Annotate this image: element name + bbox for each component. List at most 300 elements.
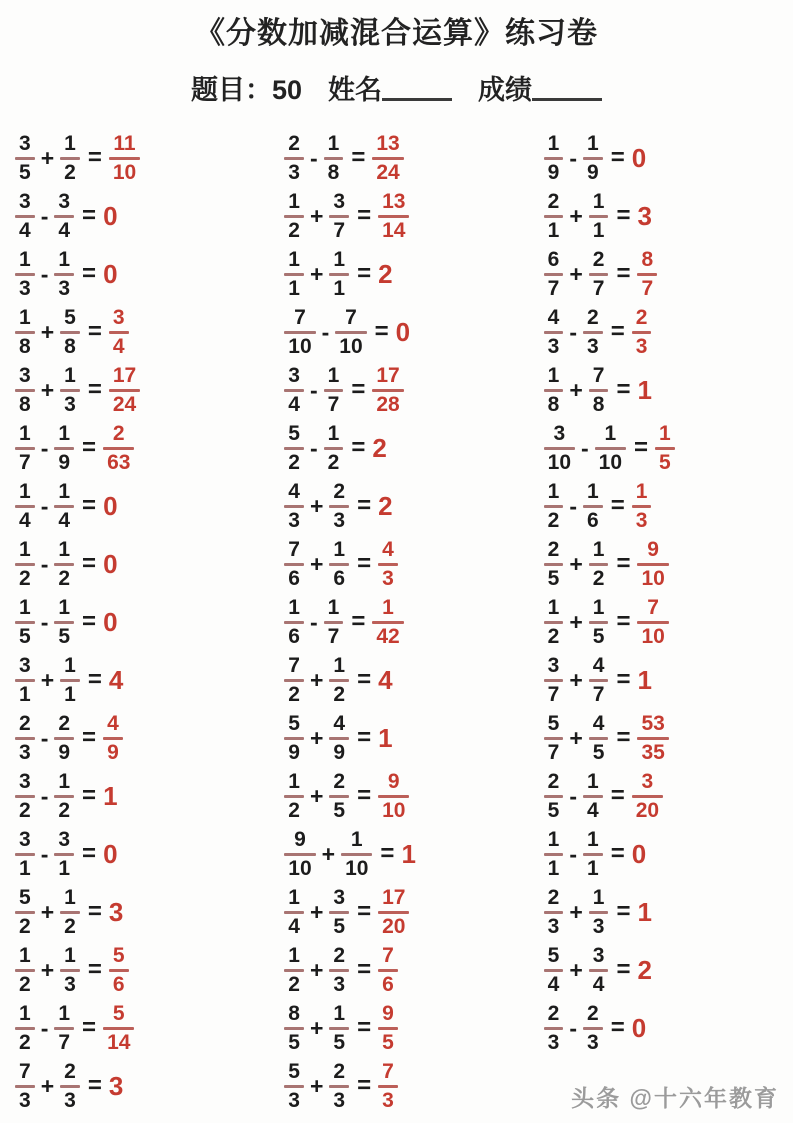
operand-fraction (54, 1001, 74, 1056)
numerator: 1 (58, 769, 71, 793)
numerator: 5 (112, 1001, 125, 1025)
problem-row (15, 883, 274, 941)
operand-fraction (284, 1001, 304, 1056)
operand-fraction (544, 363, 564, 418)
operand-fraction (60, 305, 80, 360)
equals-sign: = (610, 840, 625, 867)
denominator: 2 (547, 508, 560, 532)
operand-fraction (329, 711, 349, 766)
plus-operator: + (309, 782, 324, 809)
problem-row (544, 593, 793, 651)
equals-sign: = (87, 318, 102, 345)
denominator: 6 (288, 624, 300, 648)
denominator: 3 (288, 160, 300, 184)
denominator: 9 (58, 450, 71, 474)
denominator: 35 (641, 740, 665, 764)
minus-operator: - (581, 434, 589, 461)
operand-fraction (284, 827, 315, 882)
problem-row (544, 361, 793, 419)
denominator: 4 (19, 218, 31, 242)
answer-number: 0 (395, 317, 411, 347)
operand-fraction (583, 827, 603, 882)
denominator: 1 (288, 276, 300, 300)
operand-fraction (54, 537, 74, 592)
problem-row (284, 767, 533, 825)
denominator: 3 (288, 508, 300, 532)
denominator: 5 (58, 624, 71, 648)
operand-fraction (15, 1001, 35, 1056)
numerator: 7 (592, 363, 605, 387)
numerator: 2 (112, 421, 125, 445)
problem-row (15, 825, 274, 883)
numerator: 1 (592, 189, 605, 213)
numerator: 2 (333, 479, 346, 503)
denominator: 10 (641, 624, 665, 648)
numerator: 1 (333, 653, 346, 677)
operand-fraction (54, 189, 74, 244)
plus-operator: + (309, 260, 324, 287)
operand-fraction (544, 421, 575, 476)
denominator: 8 (592, 392, 605, 416)
numerator: 1 (547, 363, 560, 387)
numerator: 1 (19, 537, 31, 561)
equals-sign: = (357, 666, 372, 693)
answer-fraction (637, 247, 657, 302)
plus-operator: + (40, 376, 55, 403)
numerator: 2 (19, 711, 31, 735)
numerator: 13 (376, 131, 400, 155)
numerator: 17 (382, 885, 406, 909)
equals-sign: = (82, 840, 97, 867)
answer-number: 2 (372, 433, 387, 463)
denominator: 7 (327, 624, 340, 648)
numerator: 8 (288, 1001, 300, 1025)
denominator: 1 (592, 218, 605, 242)
plus-operator: + (309, 1072, 324, 1099)
question-count-label: 题目： (190, 75, 272, 105)
denominator: 4 (19, 508, 31, 532)
operand-fraction (284, 653, 304, 708)
equals-sign: = (82, 608, 97, 635)
numerator: 2 (635, 305, 648, 329)
operand-fraction (589, 247, 609, 302)
problem-row (284, 477, 533, 535)
denominator: 3 (19, 740, 31, 764)
operand-fraction (284, 885, 304, 940)
denominator: 1 (547, 218, 560, 242)
equals-sign: = (616, 260, 631, 287)
operand-fraction (329, 1001, 349, 1056)
denominator: 2 (547, 624, 560, 648)
denominator: 2 (333, 682, 346, 706)
numerator: 1 (19, 479, 31, 503)
equals-sign: = (87, 898, 102, 925)
problem-row (544, 651, 793, 709)
equals-sign: = (82, 782, 97, 809)
answer-fraction (103, 1001, 134, 1056)
answer-number: 0 (631, 1013, 647, 1043)
plus-operator: + (309, 956, 324, 983)
problem-row (15, 651, 274, 709)
denominator: 4 (112, 334, 125, 358)
problem-row (544, 767, 793, 825)
denominator: 3 (288, 1088, 300, 1112)
answer-number: 1 (103, 781, 118, 811)
minus-operator: - (40, 1014, 49, 1041)
denominator: 6 (288, 566, 300, 590)
numerator: 1 (382, 595, 394, 619)
equals-sign: = (357, 956, 372, 983)
numerator: 9 (294, 827, 306, 851)
denominator: 14 (107, 1030, 131, 1054)
operand-fraction (544, 247, 564, 302)
equals-sign: = (351, 608, 366, 635)
operand-fraction (54, 769, 74, 824)
problem-row (284, 361, 533, 419)
numerator: 1 (19, 305, 31, 329)
denominator: 3 (635, 334, 648, 358)
equals-sign: = (82, 724, 97, 751)
operand-fraction (583, 1001, 603, 1056)
equals-sign: = (82, 260, 97, 287)
problem-row (15, 303, 274, 361)
problem-row (544, 187, 793, 245)
plus-operator: + (569, 956, 583, 983)
operand-fraction (60, 131, 80, 186)
answer-fraction (103, 711, 123, 766)
minus-operator: - (569, 318, 577, 345)
denominator: 7 (592, 682, 605, 706)
operand-fraction (284, 363, 304, 418)
numerator: 5 (112, 943, 125, 967)
denominator: 5 (19, 160, 31, 184)
equals-sign: = (610, 492, 625, 519)
operand-fraction (284, 421, 304, 476)
numerator: 2 (333, 769, 346, 793)
numerator: 9 (387, 769, 400, 793)
denominator: 3 (547, 334, 560, 358)
denominator: 3 (587, 1030, 599, 1054)
numerator: 1 (592, 595, 605, 619)
numerator: 1 (58, 421, 71, 445)
denominator: 2 (592, 566, 605, 590)
denominator: 5 (592, 624, 605, 648)
numerator: 1 (58, 595, 71, 619)
numerator: 1 (587, 479, 599, 503)
plus-operator: + (569, 550, 583, 577)
answer-fraction (378, 189, 409, 244)
denominator: 10 (345, 856, 369, 880)
operand-fraction (589, 537, 609, 592)
numerator: 3 (592, 943, 605, 967)
denominator: 2 (19, 1030, 31, 1054)
minus-operator: - (40, 608, 49, 635)
numerator: 1 (64, 885, 76, 909)
equals-sign: = (357, 1014, 372, 1041)
problem-row (15, 361, 274, 419)
denominator: 42 (376, 624, 400, 648)
numerator: 2 (58, 711, 71, 735)
denominator: 2 (327, 450, 340, 474)
operand-fraction (54, 479, 74, 534)
answer-number: 3 (637, 201, 652, 231)
numerator: 5 (547, 943, 560, 967)
numerator: 4 (382, 537, 394, 561)
denominator: 3 (333, 508, 346, 532)
denominator: 10 (547, 450, 571, 474)
operand-fraction (329, 885, 349, 940)
denominator: 9 (288, 740, 300, 764)
denominator: 8 (327, 160, 340, 184)
question-count: 50 (271, 75, 303, 105)
denominator: 5 (19, 624, 31, 648)
numerator: 2 (587, 1001, 599, 1025)
denominator: 10 (339, 334, 363, 358)
numerator: 3 (553, 421, 566, 445)
operand-fraction (544, 885, 564, 940)
watermark: 头条 @十六年教育 (571, 1085, 779, 1111)
answer-number: 0 (631, 143, 647, 173)
operand-fraction (329, 537, 349, 592)
equals-sign: = (610, 318, 625, 345)
minus-operator: - (309, 144, 318, 171)
numerator: 1 (64, 943, 76, 967)
operand-fraction (15, 421, 35, 476)
equals-sign: = (351, 434, 366, 461)
problem-row (284, 245, 533, 303)
answer-fraction (378, 885, 409, 940)
problem-row (15, 709, 274, 767)
numerator: 5 (288, 1059, 300, 1083)
operand-fraction (60, 1059, 80, 1114)
equals-sign: = (82, 434, 97, 461)
equals-sign: = (616, 898, 631, 925)
operand-fraction (583, 131, 603, 186)
numerator: 5 (19, 885, 31, 909)
equals-sign: = (616, 666, 631, 693)
operand-fraction (329, 189, 349, 244)
equals-sign: = (616, 202, 631, 229)
plus-operator: + (309, 724, 324, 751)
equals-sign: = (357, 1072, 372, 1099)
numerator: 3 (333, 189, 346, 213)
operand-fraction (544, 131, 564, 186)
denominator: 2 (58, 798, 71, 822)
denominator: 2 (19, 914, 31, 938)
denominator: 2 (288, 972, 300, 996)
numerator: 2 (333, 943, 346, 967)
numerator: 3 (547, 653, 560, 677)
denominator: 3 (58, 276, 71, 300)
denominator: 2 (288, 798, 300, 822)
denominator: 1 (333, 276, 346, 300)
name-label: 姓名 (328, 75, 383, 105)
problem-row (544, 129, 793, 187)
plus-operator: + (321, 840, 336, 867)
plus-operator: + (569, 724, 583, 751)
operand-fraction (324, 595, 344, 650)
answer-fraction (378, 537, 398, 592)
numerator: 1 (288, 189, 300, 213)
denominator: 6 (333, 566, 346, 590)
answer-number: 2 (637, 955, 652, 985)
denominator: 4 (58, 508, 71, 532)
denominator: 2 (288, 682, 300, 706)
denominator: 3 (592, 914, 605, 938)
denominator: 3 (547, 1030, 560, 1054)
denominator: 2 (19, 566, 31, 590)
numerator: 1 (587, 827, 599, 851)
denominator: 4 (587, 798, 599, 822)
plus-operator: + (309, 1014, 324, 1041)
denominator: 9 (107, 740, 119, 764)
denominator: 1 (58, 856, 71, 880)
answer-fraction (637, 595, 668, 650)
numerator: 2 (587, 305, 599, 329)
answer-number: 0 (103, 839, 118, 869)
equals-sign: = (357, 782, 372, 809)
answer-number: 2 (378, 259, 393, 289)
operand-fraction (15, 769, 35, 824)
operand-fraction (329, 943, 349, 998)
numerator: 1 (327, 131, 340, 155)
numerator: 53 (641, 711, 665, 735)
denominator: 7 (547, 682, 560, 706)
denominator: 2 (19, 798, 31, 822)
problem-row (284, 303, 533, 361)
answer-fraction (637, 537, 668, 592)
numerator: 2 (547, 1001, 560, 1025)
numerator: 1 (592, 885, 605, 909)
minus-operator: - (309, 434, 318, 461)
numerator: 2 (547, 189, 560, 213)
problem-row (284, 883, 533, 941)
denominator: 20 (382, 914, 406, 938)
operand-fraction (583, 305, 603, 360)
operand-fraction (284, 769, 304, 824)
numerator: 1 (58, 479, 71, 503)
numerator: 3 (19, 363, 31, 387)
denominator: 10 (288, 856, 312, 880)
minus-operator: - (569, 492, 577, 519)
numerator: 1 (19, 1001, 31, 1025)
answer-fraction (372, 131, 403, 186)
equals-sign: = (374, 318, 389, 345)
problem-row (284, 187, 533, 245)
denominator: 4 (58, 218, 71, 242)
subtitle-line (0, 68, 793, 107)
problem-row (284, 825, 533, 883)
problem-row (284, 941, 533, 999)
problem-row (544, 941, 793, 999)
operand-fraction (15, 943, 35, 998)
denominator: 3 (635, 508, 648, 532)
numerator: 4 (592, 653, 605, 677)
numerator: 3 (641, 769, 654, 793)
operand-fraction (54, 595, 74, 650)
denominator: 5 (547, 566, 560, 590)
equals-sign: = (82, 1014, 97, 1041)
denominator: 8 (547, 392, 560, 416)
answer-number: 0 (103, 201, 118, 231)
problem-row (284, 129, 533, 187)
name-blank (382, 94, 452, 101)
operand-fraction (54, 827, 74, 882)
answer-number: 0 (103, 491, 118, 521)
problem-row (284, 709, 533, 767)
operand-fraction (329, 769, 349, 824)
answer-fraction (378, 1059, 398, 1114)
denominator: 4 (288, 392, 300, 416)
denominator: 20 (635, 798, 660, 822)
answer-fraction (632, 769, 663, 824)
answer-number: 1 (401, 839, 416, 869)
numerator: 1 (327, 421, 340, 445)
denominator: 5 (659, 450, 671, 474)
numerator: 4 (592, 711, 605, 735)
numerator: 5 (64, 305, 76, 329)
numerator: 5 (288, 421, 300, 445)
operand-fraction (15, 885, 35, 940)
operand-fraction (15, 479, 35, 534)
minus-operator: - (569, 782, 577, 809)
page-title: 《分数加减混合运算》练习卷 (195, 17, 598, 50)
denominator: 7 (641, 276, 654, 300)
denominator: 3 (382, 1088, 394, 1112)
problems-column-3 (534, 129, 793, 1115)
numerator: 1 (19, 943, 31, 967)
denominator: 3 (547, 914, 560, 938)
numerator: 1 (19, 595, 31, 619)
numerator: 1 (333, 537, 346, 561)
numerator: 7 (647, 595, 659, 619)
operand-fraction (15, 189, 35, 244)
equals-sign: = (87, 376, 102, 403)
operand-fraction (329, 1059, 349, 1114)
minus-operator: - (569, 144, 577, 171)
problem-row (544, 477, 793, 535)
equals-sign: = (610, 1014, 625, 1041)
numerator: 2 (547, 769, 560, 793)
denominator: 8 (19, 334, 31, 358)
answer-number: 3 (108, 897, 124, 927)
answer-fraction (103, 421, 134, 476)
equals-sign: = (82, 202, 97, 229)
operand-fraction (284, 711, 304, 766)
denominator: 9 (587, 160, 599, 184)
denominator: 4 (547, 972, 560, 996)
operand-fraction (589, 653, 609, 708)
operand-fraction (544, 305, 564, 360)
problem-row (15, 941, 274, 999)
equals-sign: = (357, 550, 372, 577)
problem-row (284, 1057, 533, 1115)
denominator: 2 (288, 218, 300, 242)
operand-fraction (329, 247, 349, 302)
operand-fraction (284, 305, 315, 360)
operand-fraction (544, 1001, 564, 1056)
equals-sign: = (82, 492, 97, 519)
numerator: 1 (64, 363, 76, 387)
numerator: 1 (58, 1001, 71, 1025)
operand-fraction (544, 653, 564, 708)
equals-sign: = (616, 608, 631, 635)
denominator: 8 (19, 392, 31, 416)
equals-sign: = (357, 260, 372, 287)
answer-number: 2 (378, 491, 393, 521)
problem-row (15, 245, 274, 303)
numerator: 6 (547, 247, 560, 271)
